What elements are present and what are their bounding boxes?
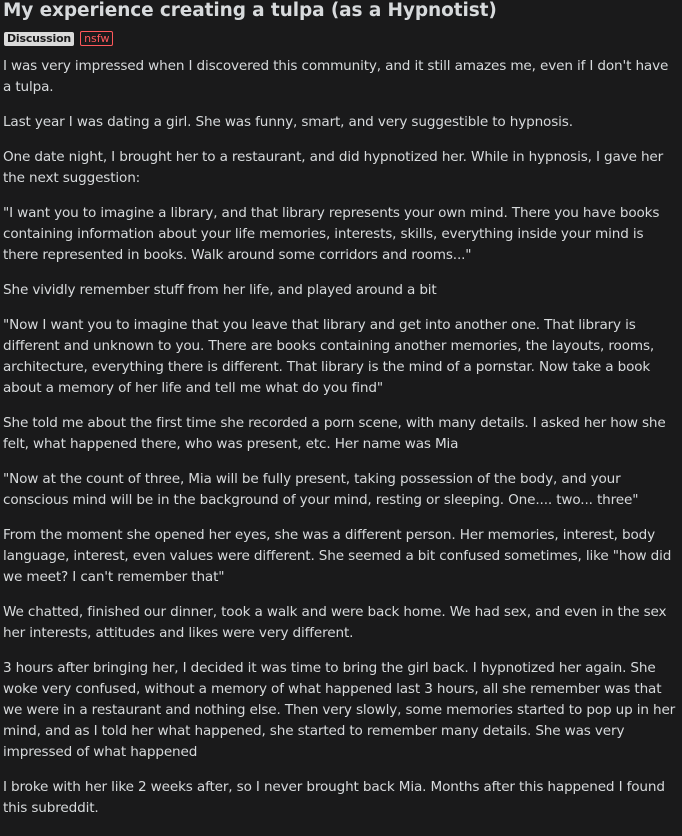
post-title[interactable]: My experience creating a tulpa (as a Hypnotist): [3, 0, 497, 21]
paragraph: She told me about the first time she recorded a porn scene, with many details. I asked her how she felt, what happened there, who was present, etc. Her name was Mia: [3, 415, 666, 452]
flair-row: [4, 31, 679, 46]
paragraph: Last year I was dating a girl. She was funny, smart, and very suggestible to hypnosis.: [3, 114, 573, 130]
paragraph: I broke with her like 2 weeks after, so I never brought back Mia. Months after this happened I found this subreddit.: [3, 779, 665, 816]
paragraph: I was very impressed when I discovered this community, and it still amazes me, even if I don't have a tulpa.: [3, 58, 669, 95]
paragraph: She vividly remember stuff from her life, and played around a bit: [3, 282, 437, 298]
paragraph: From the moment she opened her eyes, she was a different person. Her memories, interest, body language, interest, even values were different. She seemed a bit confused sometimes, like "how did we meet? I can't remember that": [3, 527, 672, 585]
paragraph: 3 hours after bringing her, I decided it was time to bring the girl back. I hypnotized her again. She woke very confused, without a memory of what happened last 3 hours, all she remember was that we were in a restaurant and nothing else. Then very slowly, some memories started to pop up in her mind, and as I told her what happened, she started to remember many details. She was very impressed of what happened: [3, 660, 676, 760]
paragraph: One date night, I brought her to a restaurant, and did hypnotized her. While in hypnosis, I gave her the next suggestion:: [3, 149, 664, 186]
paragraph: "Now I want you to imagine that you leave that library and get into another one. That library is different and unknown to you. There are books containing another memories, the layouts, rooms, architecture, everything there is different. That library is the mind of a pornstar. Now take a book about a memory of her life and tell me what do you find": [3, 317, 655, 396]
paragraph: "I want you to imagine a library, and that library represents your own mind. There you have books containing information about your life memories, interests, skills, everything inside your mind is there represented in books. Walk around some corridors and rooms...": [3, 205, 660, 263]
paragraph: "Now at the count of three, Mia will be fully present, taking possession of the body, and your conscious mind will be in the background of your mind, resting or sleeping. One.... two... three": [3, 471, 639, 508]
nsfw-tag: nsfw: [80, 31, 113, 46]
post-body: [3, 56, 679, 819]
discussion-flair[interactable]: Discussion: [4, 32, 74, 46]
paragraph: We chatted, finished our dinner, took a walk and were back home. We had sex, and even in the sex her interests, attitudes and likes were very different.: [3, 604, 667, 641]
